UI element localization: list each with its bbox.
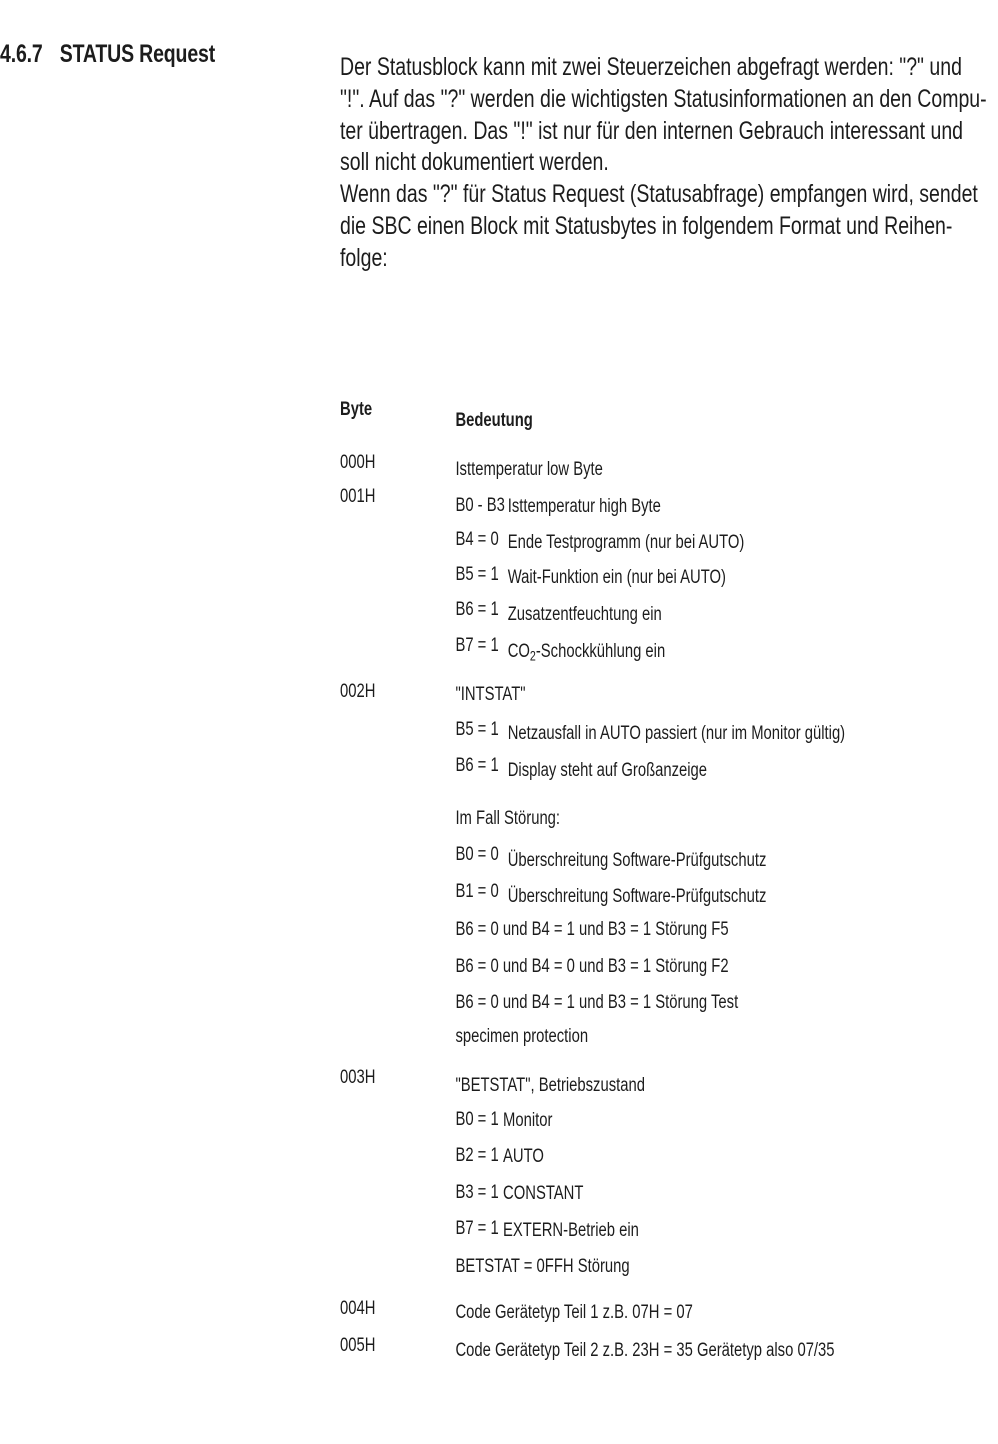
fault-line: B6 = 0 und B4 = 1 und B3 = 1 Störung Test — [455, 992, 739, 1013]
bit-key: B5 = 1 — [455, 719, 499, 740]
bit-key: B6 = 1 — [455, 599, 499, 620]
intro-line: folge: — [340, 243, 388, 272]
column-header-byte: Byte — [340, 399, 373, 420]
section-number: 4.6.7 — [0, 40, 43, 68]
fault-line: B6 = 0 und B4 = 0 und B3 = 1 Störung F2 — [455, 956, 729, 977]
bit-key: B4 = 0 — [455, 529, 499, 550]
bit-key: B7 = 1 — [455, 635, 499, 656]
bit-key: B7 = 1 — [455, 1218, 499, 1239]
bit-description: Ende Testprogramm (nur bei AUTO) — [507, 532, 745, 553]
byte-label-005h: 005H — [340, 1335, 376, 1356]
intro-line: ter übertragen. Das "!" ist nur für den internen Gebrauch interessant und — [340, 116, 964, 145]
intro-line: soll nicht dokumentiert werden. — [340, 148, 609, 177]
byte-label-004h: 004H — [340, 1298, 376, 1319]
bit-description: Monitor — [503, 1110, 553, 1131]
section-title: STATUS Request — [59, 40, 216, 68]
bit-key: B0 = 0 — [455, 844, 499, 865]
bit-description: Überschreitung Software-Prüfgutschutz — [507, 850, 767, 871]
bit-description: AUTO — [503, 1146, 544, 1167]
bit-description: Netzausfall in AUTO passiert (nur im Monitor gültig) — [507, 723, 846, 744]
betstat-note: BETSTAT = 0FFH Störung — [455, 1256, 630, 1277]
bit-description: CONSTANT — [503, 1183, 584, 1204]
bit-description: Überschreitung Software-Prüfgutschutz — [507, 886, 767, 907]
intro-line: die SBC einen Block mit Statusbytes in folgendem Format und Reihen- — [340, 211, 953, 240]
bit-key: B0 - B3 — [455, 495, 505, 516]
bit-key: B5 = 1 — [455, 564, 499, 585]
bit-key: B6 = 1 — [455, 755, 499, 776]
bit-key: B1 = 0 — [455, 881, 499, 902]
fault-title: Im Fall Störung: — [455, 808, 561, 829]
fault-line: B6 = 0 und B4 = 1 und B3 = 1 Störung F5 — [455, 919, 729, 940]
bit-key: B0 = 1 — [455, 1109, 499, 1130]
status-byte-table — [75, 0, 853, 1444]
bit-description: Display steht auf Großanzeige — [507, 760, 708, 781]
bit-description: Wait-Funktion ein (nur bei AUTO) — [507, 567, 726, 588]
betstat-title: "BETSTAT", Betriebszustand — [455, 1075, 645, 1096]
bit-description: EXTERN-Betrieb ein — [503, 1220, 639, 1241]
byte-005h-meaning: Code Gerätetyp Teil 2 z.B. 23H = 35 Gerätetyp also 07/35 — [455, 1340, 835, 1361]
bit-key: B2 = 1 — [455, 1145, 499, 1166]
column-header-meaning: Bedeutung — [455, 410, 533, 431]
intstat-title: "INTSTAT" — [455, 684, 526, 705]
intro-line: Der Statusblock kann mit zwei Steuerzeichen abgefragt werden: "?" und — [340, 53, 962, 81]
byte-000h-meaning: Isttemperatur low Byte — [455, 459, 603, 480]
intro-line: Wenn das "?" für Status Request (Statusabfrage) empfangen wird, sendet — [340, 180, 978, 209]
bit-description: Zusatzentfeuchtung ein — [507, 604, 662, 625]
intro-line: "!". Auf das "?" werden die wichtigsten Statusinformationen an den Compu- — [340, 84, 987, 113]
byte-004h-meaning: Code Gerätetyp Teil 1 z.B. 07H = 07 — [455, 1302, 693, 1323]
bit-description: $CO_2$-Schockkühlung ein — [507, 641, 666, 664]
byte-label-002h: 002H — [340, 681, 376, 702]
fault-line: specimen protection — [455, 1026, 589, 1047]
byte-label-003h: 003H — [340, 1067, 376, 1088]
byte-label-001h: 001H — [340, 486, 376, 507]
byte-label-000h: 000H — [340, 452, 376, 473]
bit-key: B3 = 1 — [455, 1182, 499, 1203]
bit-description: Isttemperatur high Byte — [507, 496, 661, 517]
